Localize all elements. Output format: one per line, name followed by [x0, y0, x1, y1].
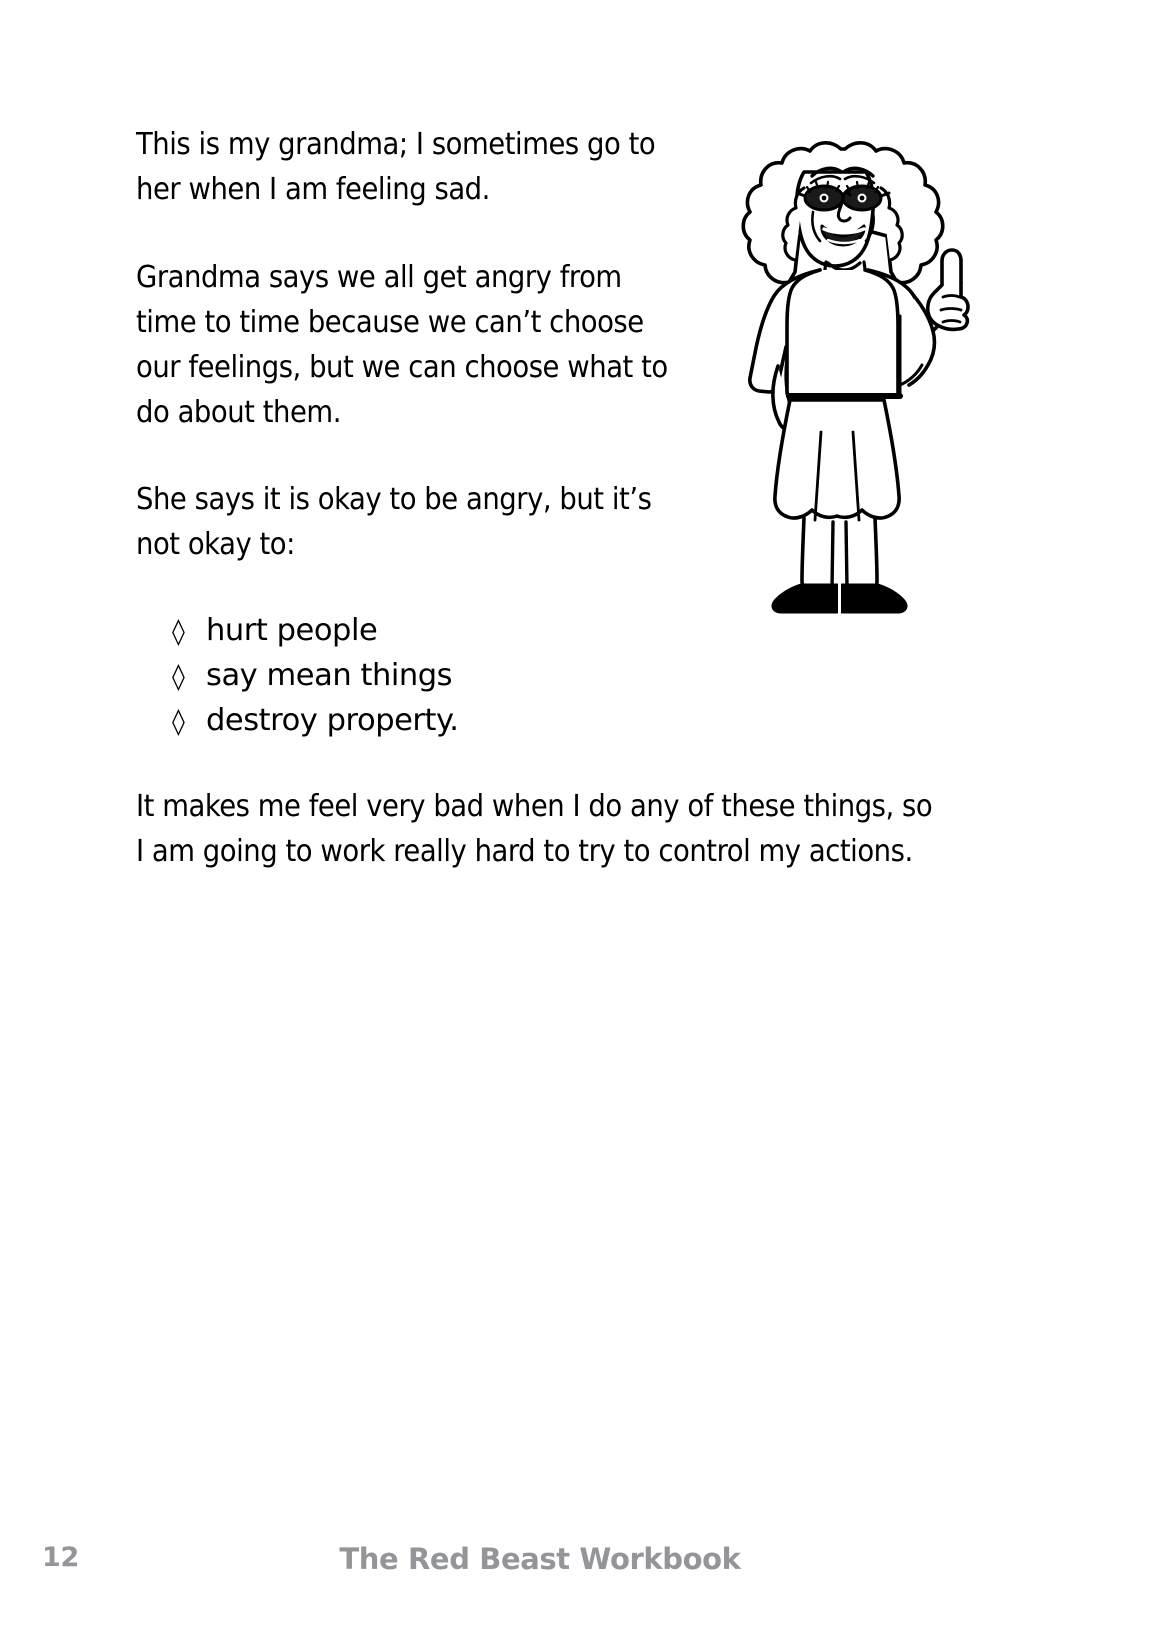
right-shoe	[842, 585, 906, 612]
pointing-hand	[928, 250, 968, 329]
left-pupil	[822, 196, 827, 201]
paragraph-1: This is my grandma; I sometimes go to her when I am feeling sad.	[136, 127, 656, 207]
paragraph-2: Grandma says we all get angry from time to time because we can’t choose our feelings, but we can choose what to do about them.	[136, 260, 668, 430]
blouse-body	[787, 270, 898, 396]
right-leg-inner	[846, 522, 847, 588]
right-leg	[871, 518, 877, 595]
grandma-figure-icon	[700, 130, 985, 640]
diamond-bullet-icon: ◊	[172, 707, 185, 737]
diamond-bullet-icon: ◊	[172, 662, 185, 692]
running-title: The Red Beast Workbook	[339, 1542, 741, 1576]
diamond-bullet-icon: ◊	[172, 617, 185, 647]
left-leg-inner	[832, 522, 833, 588]
list-item	[172, 699, 936, 744]
right-pupil	[860, 196, 865, 201]
paragraph-spacer	[136, 744, 936, 784]
list-item-label: hurt people	[206, 613, 378, 648]
skirt	[775, 400, 899, 518]
page-number: 12	[42, 1542, 79, 1573]
list-item-label: destroy property.	[206, 703, 459, 738]
page-footer	[0, 1542, 1152, 1592]
left-leg	[802, 518, 808, 595]
list-item-label: say mean things	[206, 658, 453, 693]
knuckle-line-1	[943, 296, 959, 298]
paragraph-3: She says it is okay to be angry, but it’s not okay to:	[136, 482, 652, 562]
list-item	[172, 654, 936, 699]
left-shoe	[773, 585, 837, 612]
paragraph-4: It makes me feel very bad when I do any of these things, so I am going to work really hard to try to control my actions.	[136, 789, 933, 869]
grandma-illustration	[700, 130, 985, 640]
